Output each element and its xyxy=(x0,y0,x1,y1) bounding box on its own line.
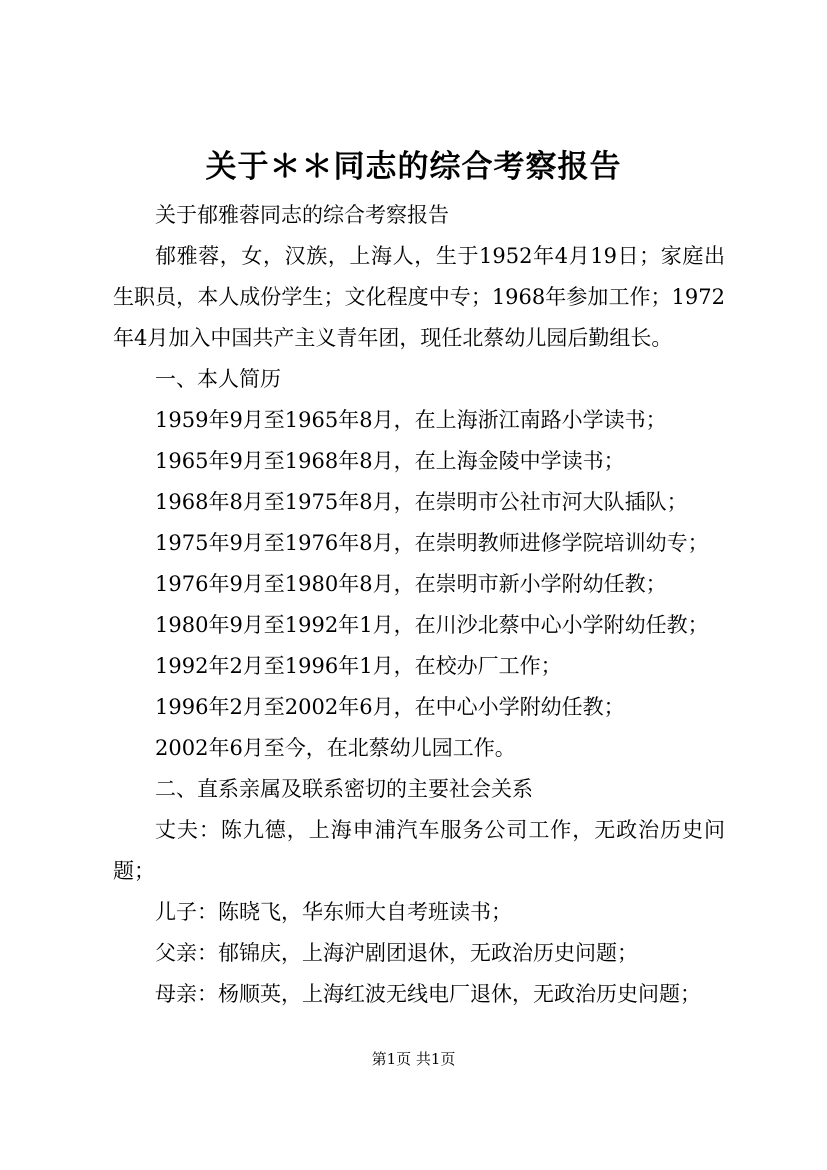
section-heading-relations: 二、直系亲属及联系密切的主要社会关系 xyxy=(155,777,533,801)
page-footer: 第1页 共1页 xyxy=(371,1050,456,1068)
resume-entry: 2002年6月至今，在北蔡幼儿园工作。 xyxy=(155,736,516,760)
resume-entry: 1975年9月至1976年8月，在崇明教师进修学院培训幼专； xyxy=(155,531,709,555)
paragraph-personal-info: 郁雅蓉，女，汉族，上海人，生于1952年4月19日；家庭出生职员，本人成份学生；文化程度中专；1968年参加工作；1972年4月加入中国共产主义青年团，现任北蔡幼儿园后勤组长。 xyxy=(113,244,725,350)
resume-entry: 1980年9月至1992年1月，在川沙北蔡中心小学附幼任教； xyxy=(155,613,709,637)
resume-entry: 1992年2月至1996年1月，在校办厂工作； xyxy=(155,654,562,678)
paragraph-subtitle: 关于郁雅蓉同志的综合考察报告 xyxy=(155,203,449,227)
resume-entry: 1996年2月至2002年6月，在中心小学附幼任教； xyxy=(155,695,625,719)
document-body xyxy=(113,195,725,1015)
section-heading-resume: 一、本人简历 xyxy=(155,367,281,391)
resume-entry: 1959年9月至1965年8月，在上海浙江南路小学读书； xyxy=(155,408,667,432)
relation-entry: 父亲：郁锦庆，上海沪剧团退休，无政治历史问题； xyxy=(155,941,638,965)
document-title: 关于＊＊同志的综合考察报告 xyxy=(205,149,622,185)
resume-entry: 1976年9月至1980年8月，在崇明市新小学附幼任教； xyxy=(155,572,667,596)
resume-entry: 1965年9月至1968年8月，在上海金陵中学读书； xyxy=(155,449,625,473)
resume-entry: 1968年8月至1975年8月，在崇明市公社市河大队插队； xyxy=(155,490,688,514)
relation-entry: 母亲：杨顺英，上海红波无线电厂退休，无政治历史问题； xyxy=(155,982,701,1006)
relation-entry: 儿子：陈晓飞，华东师大自考班读书； xyxy=(155,900,512,924)
relation-entry: 丈夫：陈九德，上海申浦汽车服务公司工作，无政治历史问题； xyxy=(113,818,725,883)
